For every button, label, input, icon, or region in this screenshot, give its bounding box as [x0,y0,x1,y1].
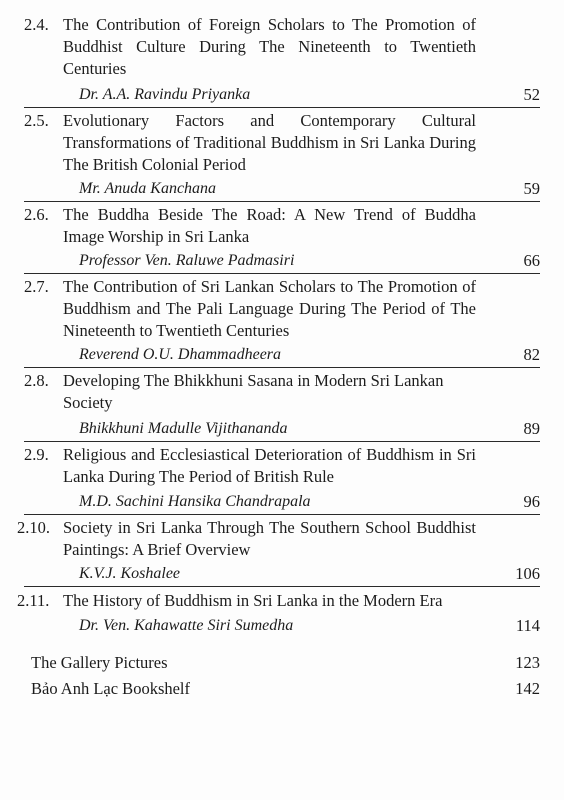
extra-entry-label: Bảo Anh Lạc Bookshelf [31,679,191,698]
entry-number: 2.5. [24,111,49,130]
entry-number: 2.6. [24,205,49,224]
extra-entry-page-number: 123 [515,653,540,672]
entry-divider [24,107,540,108]
entry-page-number: 59 [523,179,540,198]
entry-author: Professor Ven. Raluwe Padmasiri [79,252,295,269]
entry-author: M.D. Sachini Hansika Chandrapala [79,493,311,510]
entry-title: Developing The Bhikkhuni Sasana in Modern Sri Lankan Society [63,371,444,412]
entry-divider [24,441,540,442]
entry-page-number: 96 [523,492,540,511]
entry-page-number: 82 [523,345,540,364]
entry-divider [24,201,540,202]
extra-entry-page-number: 142 [515,679,540,698]
entry-page-number: 89 [523,419,540,438]
entry-title: The Contribution of Foreign Scholars to The Promotion of Buddhist Culture During The Nineteenth to Twentieth Centuries [63,15,476,78]
entry-page-number: 52 [523,85,540,104]
entry-page-number: 66 [523,251,540,270]
entry-title: Society in Sri Lanka Through The Southern School Buddhist Paintings: A Brief Overview [63,518,476,559]
entry-divider [24,586,540,587]
entry-title: The History of Buddhism in Sri Lanka in the Modern Era [63,591,443,610]
entry-number: 2.10. [17,518,50,537]
entry-title: Religious and Ecclesiastical Deterioration of Buddhism in Sri Lanka During The Period of British Rule [63,445,476,486]
extra-entry-label: The Gallery Pictures [31,653,168,672]
entry-author: Dr. Ven. Kahawatte Siri Sumedha [79,617,294,634]
entry-author: Bhikkhuni Madulle Vijithananda [79,420,288,437]
entry-title: Evolutionary Factors and Contemporary Cultural Transformations of Traditional Buddhism in Sri Lanka During The British Colonial Period [63,111,476,174]
entry-number: 2.4. [24,15,49,34]
entry-author: Mr. Anuda Kanchana [79,180,217,197]
entry-title: The Buddha Beside The Road: A New Trend of Buddha Image Worship in Sri Lanka [63,205,476,246]
entry-divider [24,514,540,515]
entry-page-number: 114 [515,616,540,635]
entry-number: 2.11. [17,591,50,610]
entry-number: 2.7. [24,277,49,296]
entry-divider [24,273,540,274]
entry-author: Reverend O.U. Dhammadheera [79,346,282,363]
entry-divider [24,367,540,368]
entry-number: 2.9. [24,445,49,464]
entry-title: The Contribution of Sri Lankan Scholars to The Promotion of Buddhism and The Pali Language During The Period of The Nineteenth to Twentieth Centuries [63,277,476,340]
entry-page-number: 106 [515,564,540,583]
entry-author: K.V.J. Koshalee [79,565,181,582]
entry-number: 2.8. [24,371,49,390]
entry-author: Dr. A.A. Ravindu Priyanka [79,86,251,103]
